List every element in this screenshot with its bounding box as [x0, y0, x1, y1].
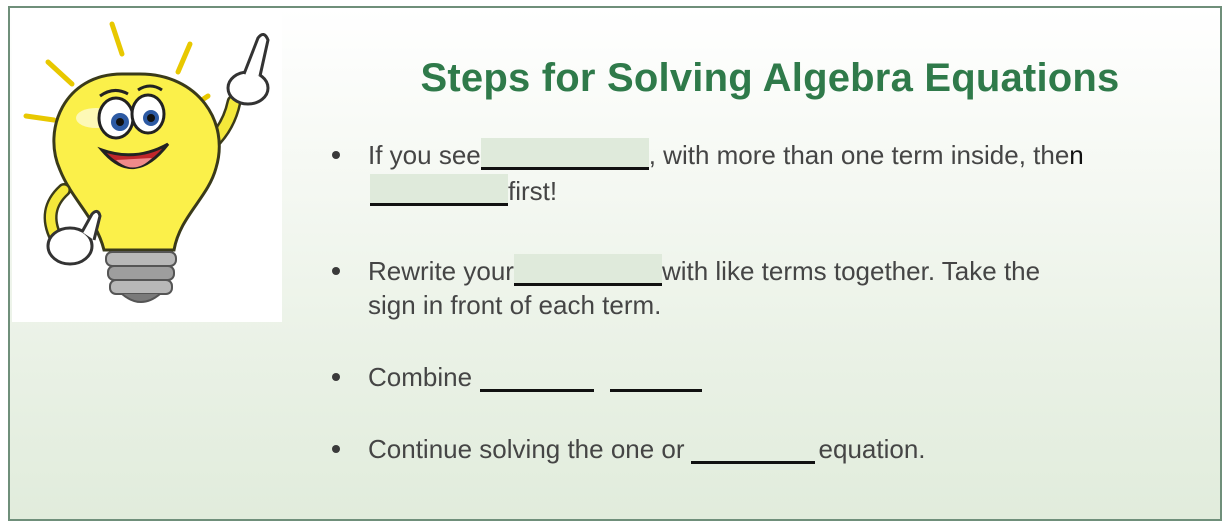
bullet-text: first! [508, 176, 558, 206]
bullet-text: Rewrite your [368, 256, 514, 286]
bullet-text: Combine [368, 362, 473, 392]
bullet-text: If you see [368, 140, 481, 170]
bullet-dot [332, 151, 340, 159]
fill-in-blank [370, 176, 508, 206]
fill-in-blank [480, 362, 594, 392]
fill-in-blank [610, 362, 702, 392]
bullet-dot [332, 373, 340, 381]
fill-in-blank [481, 140, 649, 170]
slide-title: Steps for Solving Algebra Equations [420, 56, 1120, 100]
bullet-dot [332, 445, 340, 453]
bullet-text: sign in front of each term. [368, 290, 662, 320]
bullet-text: n [1069, 140, 1084, 170]
bullet-text: with like terms together. Take the [661, 256, 1041, 286]
fill-in-blank [691, 434, 815, 464]
bullet-text: Continue solving the one or [368, 434, 685, 464]
fill-in-blank [514, 256, 662, 286]
bullet-text: equation. [818, 434, 926, 464]
slide [8, 6, 1222, 521]
bullet-text: , with more than one term inside, the [648, 140, 1070, 170]
lightbulb-mascot-icon [12, 10, 282, 322]
bullet-dot [332, 267, 340, 275]
